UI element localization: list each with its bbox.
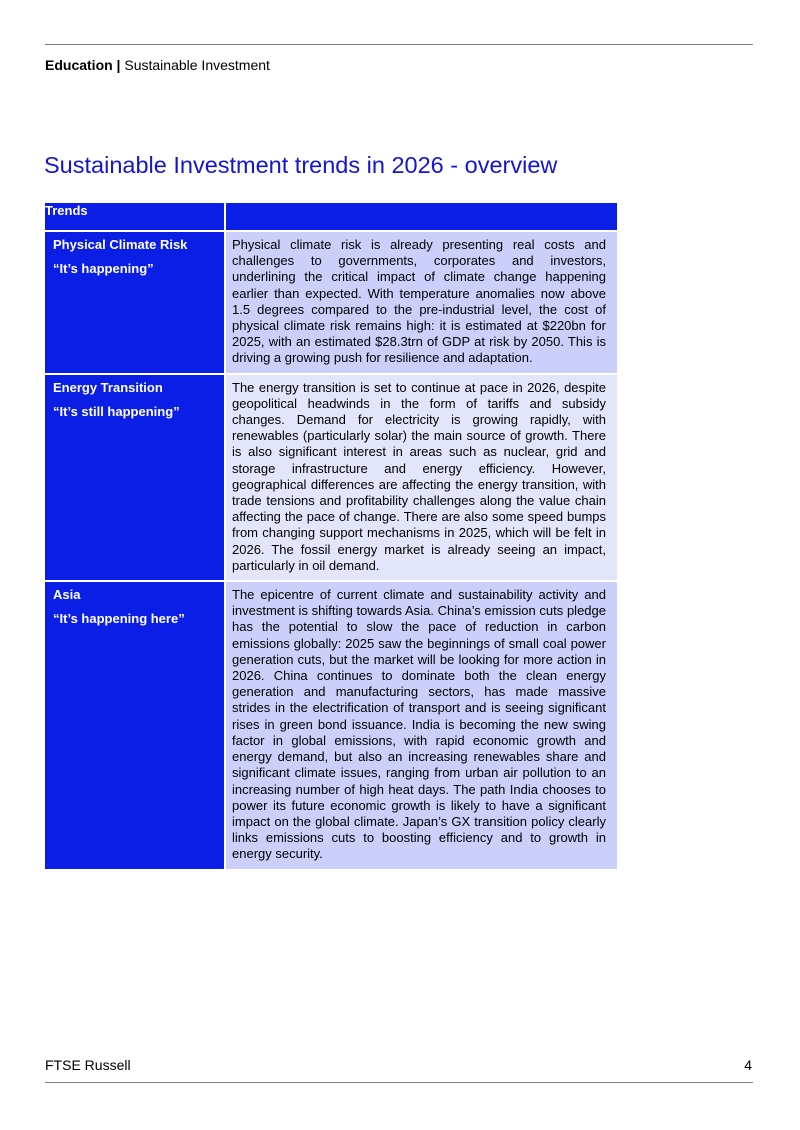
trend-description: The energy transition is set to continue at pace in 2026, despite geopolitical headwinds in the form of tariffs and subsidy changes. Demand for electricity is growing rapidly, with renewables (particularly solar) the main source of growth. There is also significant interest in areas such as nuclear, grid and storage infrastructure and energy efficiency. However, geographical differences are affecting the energy transition, with trade tensions and profitability challenges along the value chain affecting the pace of change. There are also some speed bumps from changing support mechanisms in 2025, which will be felt in 2026. The fossil energy market is already seeing an impact, particularly in oil demand.: [225, 374, 617, 581]
trend-tagline: “It’s happening”: [53, 261, 154, 276]
trend-description: Physical climate risk is already presenting real costs and challenges to governments, corporates and investors, underlining the critical impact of climate change happening earlier than expected. With temperature anomalies now above 1.5 degrees compared to the pre-industrial level, the cost of physical climate risk remains high: it is estimated at $220bn for 2025, with an estimated $28.3trn of GDP at risk by 2050. This is driving a growing push for resilience and adaptation.: [225, 231, 617, 374]
page-header: [45, 57, 270, 73]
footer-rule: [45, 1082, 753, 1083]
table-row: [45, 231, 617, 374]
header-rule: [45, 44, 753, 45]
header-section: Education |: [45, 57, 121, 73]
trend-description: The epicentre of current climate and sustainability activity and investment is shifting towards Asia. China’s emission cuts pledge has the potential to slow the pace of reduction in carbon emissions globally: 2025 saw the beginnings of small coal power generation cuts, but the market will be looking for more action in 2026. China continues to dominate both the clean energy generation and manufacturing sectors, has made massive strides in the electrification of transport and is seeing significant rises in green bond issuance. India is becoming the new swing factor in global emissions, with rapid economic growth and energy demand, but also an increasing renewables share and significant climate issues, ranging from urban air pollution to an increasing number of high heat days. The path India chooses to power its future economic growth is likely to have a significant impact on the global climate. Japan’s GX transition policy clearly links emissions cuts to boosting efficiency and to growth in energy security.: [225, 581, 617, 868]
page-number: 4: [744, 1057, 752, 1073]
trend-label-cell: [45, 581, 225, 868]
trends-table: [45, 203, 617, 869]
table-header-row: [45, 203, 617, 231]
footer-brand: FTSE Russell: [45, 1057, 131, 1073]
trend-label: Energy Transition: [53, 379, 163, 395]
trend-label-cell: [45, 231, 225, 374]
trend-tagline: “It’s still happening”: [53, 403, 180, 419]
table-header-trends: Trends: [45, 203, 225, 231]
table-header-empty: [225, 203, 617, 231]
trend-label: Physical Climate Risk: [53, 237, 188, 252]
trend-tagline: “It’s happening here”: [53, 611, 185, 627]
trend-label: Asia: [53, 587, 81, 603]
header-topic: Sustainable Investment: [124, 57, 270, 73]
table-row: [45, 374, 617, 581]
table-row: [45, 581, 617, 868]
trend-label-cell: [45, 374, 225, 581]
page-title: Sustainable Investment trends in 2026 - overview: [44, 152, 558, 178]
